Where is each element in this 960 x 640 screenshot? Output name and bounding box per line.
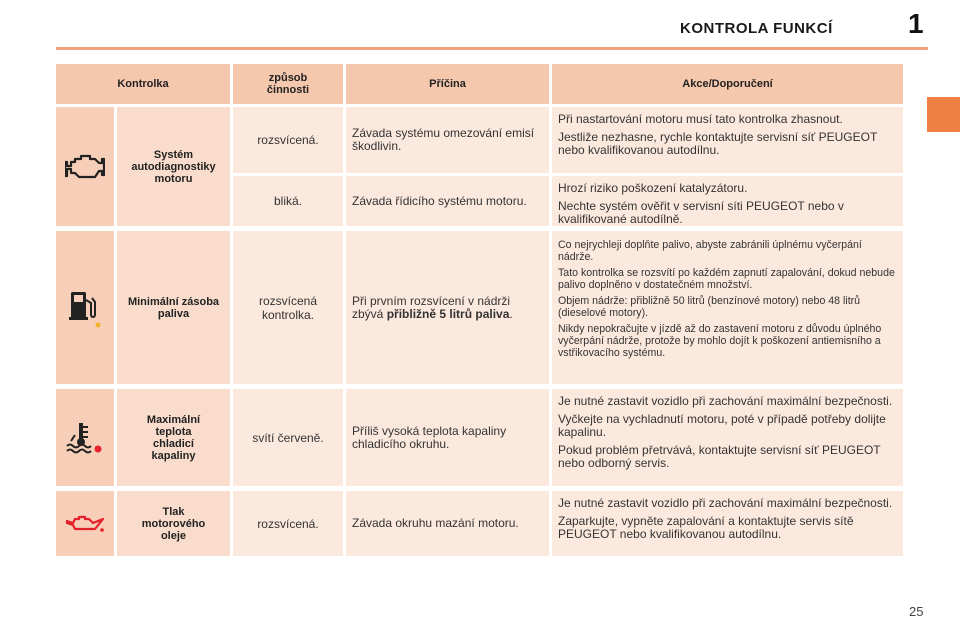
mode-rozsvicena: rozsvícená.	[233, 107, 343, 173]
cause-end: .	[509, 306, 513, 321]
cause-emphasis: přibližně 5 litrů paliva	[386, 306, 510, 321]
actions-olej	[552, 491, 903, 556]
actions-autodiagnostika-blika	[552, 176, 903, 226]
action-text: Vyčkejte na vychladnutí motoru, poté v případě potřeby dolijte kapalinu.	[558, 412, 886, 439]
actions-teplota	[552, 389, 903, 486]
action-text: Při nastartování motoru musí tato kontrolka zhasnout.	[558, 112, 843, 126]
action-text: Pokud problém přetrvává, kontaktujte servisní síť PEUGEOT nebo odborný servis.	[558, 443, 881, 470]
cause-palivo	[346, 231, 549, 384]
action-text: Je nutné zastavit vozidlo při zachování maximální bezpečnosti.	[558, 496, 893, 510]
mode-rozsvicena-kontrolka: rozsvícená kontrolka.	[233, 231, 343, 384]
actions-palivo	[552, 231, 903, 384]
action-text: Objem nádrže: přibližně 50 litrů (benzínové motory) nebo 48 litrů (dieselové motory).	[558, 295, 861, 319]
engine-icon	[65, 153, 105, 181]
label-teplota-chladici: Maximální teplota chladicí kapaliny	[117, 389, 230, 486]
mode-svitI-cervene: svítí červeně.	[233, 389, 343, 486]
cause-mazani: Závada okruhu mazání motoru.	[346, 491, 549, 556]
header-kontrolka: Kontrolka	[56, 64, 230, 104]
cause-emise: Závada systému omezování emisí škodlivin.	[346, 107, 549, 173]
fuel-icon-cell	[56, 231, 114, 384]
action-text: Je nutné zastavit vozidlo při zachování maximální bezpečnosti.	[558, 394, 893, 408]
action-text: Nikdy nepokračujte v jízdě až do zastavení motoru z důvodu úplného vyčerpání nádrže, protože by mohlo dojít k poškození antiemisního a vstřikovacího systému.	[558, 323, 882, 359]
oil-icon-cell	[56, 491, 114, 556]
action-text: Tato kontrolka se rozsvítí po každém zapnutí zapalování, dokud nebude palivo doplněno v dostatečném množství.	[558, 267, 895, 291]
engine-icon-cell	[56, 107, 114, 226]
mode-rozsvicena-olej: rozsvícená.	[233, 491, 343, 556]
cause-ridici-system: Závada řídicího systému motoru.	[346, 176, 549, 226]
fuel-pump-icon	[67, 288, 103, 328]
action-text: Jestliže nezhasne, rychle kontaktujte servisní síť PEUGEOT nebo kvalifikovanou autodílnu.	[558, 130, 878, 157]
chapter-number: 1	[908, 8, 924, 39]
chapter-tab	[927, 97, 960, 132]
oil-can-icon	[65, 514, 105, 534]
header-zpusob-cinnosti: způsob činnosti	[233, 64, 343, 104]
actions-autodiagnostika-rozsvicena	[552, 107, 903, 173]
cause-teplota: Příliš vysoká teplota kapaliny chladicího okruhu.	[346, 389, 549, 486]
label-minimalni-zasoba: Minimální zásoba paliva	[117, 231, 230, 384]
page-title: KONTROLA FUNKCÍ	[680, 20, 833, 37]
coolant-icon-cell	[56, 389, 114, 486]
label-autodiagnostika: Systém autodiagnostiky motoru	[117, 107, 230, 226]
action-text: Hrozí riziko poškození katalyzátoru.	[558, 181, 748, 195]
header-akce-doporuceni: Akce/Doporučení	[552, 64, 903, 104]
action-text: Zaparkujte, vypněte zapalování a kontaktujte servis sítě PEUGEOT nebo kvalifikovanou autodílnu.	[558, 514, 854, 541]
header-divider	[56, 47, 928, 50]
coolant-temperature-icon	[65, 421, 105, 455]
action-text: Co nejrychleji doplňte palivo, abyste zabránili úplnému vyčerpání nádrže.	[558, 239, 862, 263]
action-text: Nechte systém ověřit v servisní síti PEUGEOT nebo v kvalifikované autodílně.	[558, 199, 844, 226]
mode-blika: bliká.	[233, 176, 343, 226]
header-pricina: Příčina	[346, 64, 549, 104]
cause-text: Při prvním rozsvícení v nádrži zbývá	[352, 293, 511, 321]
page-number: 25	[909, 604, 924, 619]
label-tlak-oleje: Tlak motorového oleje	[117, 491, 230, 556]
